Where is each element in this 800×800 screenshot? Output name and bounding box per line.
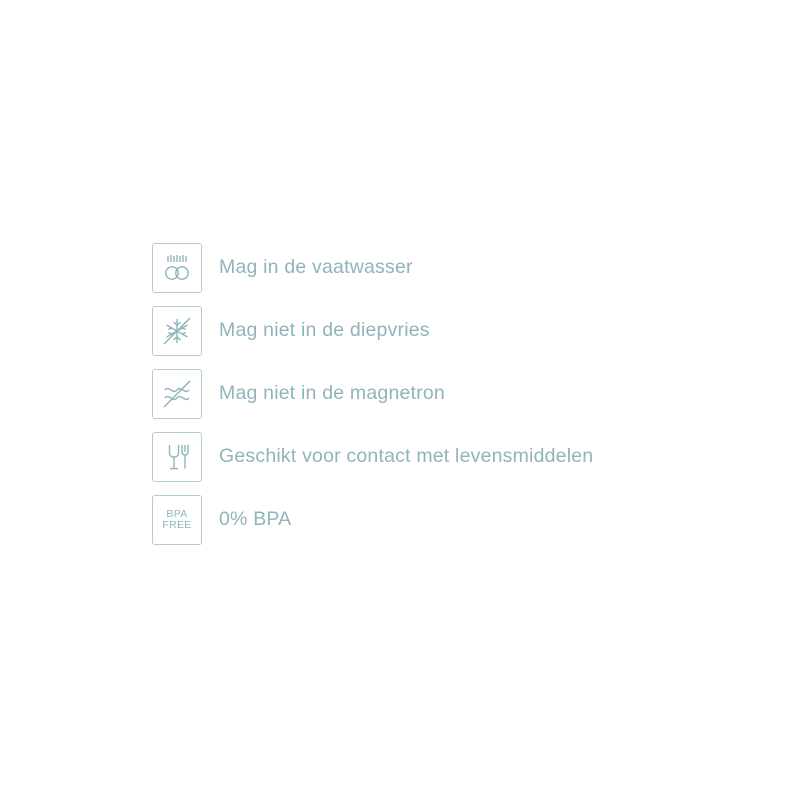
feature-row-bpa <box>152 495 593 545</box>
food-safe-icon <box>152 432 202 482</box>
feature-label-food-safe: Geschikt voor contact met levensmiddelen <box>219 445 594 468</box>
feature-row-freezer <box>152 306 593 356</box>
bpa-line-2: FREE <box>162 519 192 531</box>
dishwasher-safe-icon <box>152 243 202 293</box>
feature-label-bpa: 0% BPA <box>219 508 292 531</box>
no-freezer-icon <box>152 306 202 356</box>
no-microwave-icon <box>152 369 202 419</box>
feature-row-food-safe <box>152 432 593 482</box>
feature-row-microwave <box>152 369 593 419</box>
bpa-line-1: BPA <box>166 508 188 521</box>
feature-label-microwave: Mag niet in de magnetron <box>219 382 445 405</box>
bpa-free-icon <box>152 495 202 545</box>
feature-list <box>152 243 593 545</box>
feature-label-dishwasher: Mag in de vaatwasser <box>219 256 413 279</box>
feature-row-dishwasher <box>152 243 593 293</box>
bpa-free-icon-text <box>162 509 191 530</box>
feature-label-freezer: Mag niet in de diepvries <box>219 319 430 342</box>
